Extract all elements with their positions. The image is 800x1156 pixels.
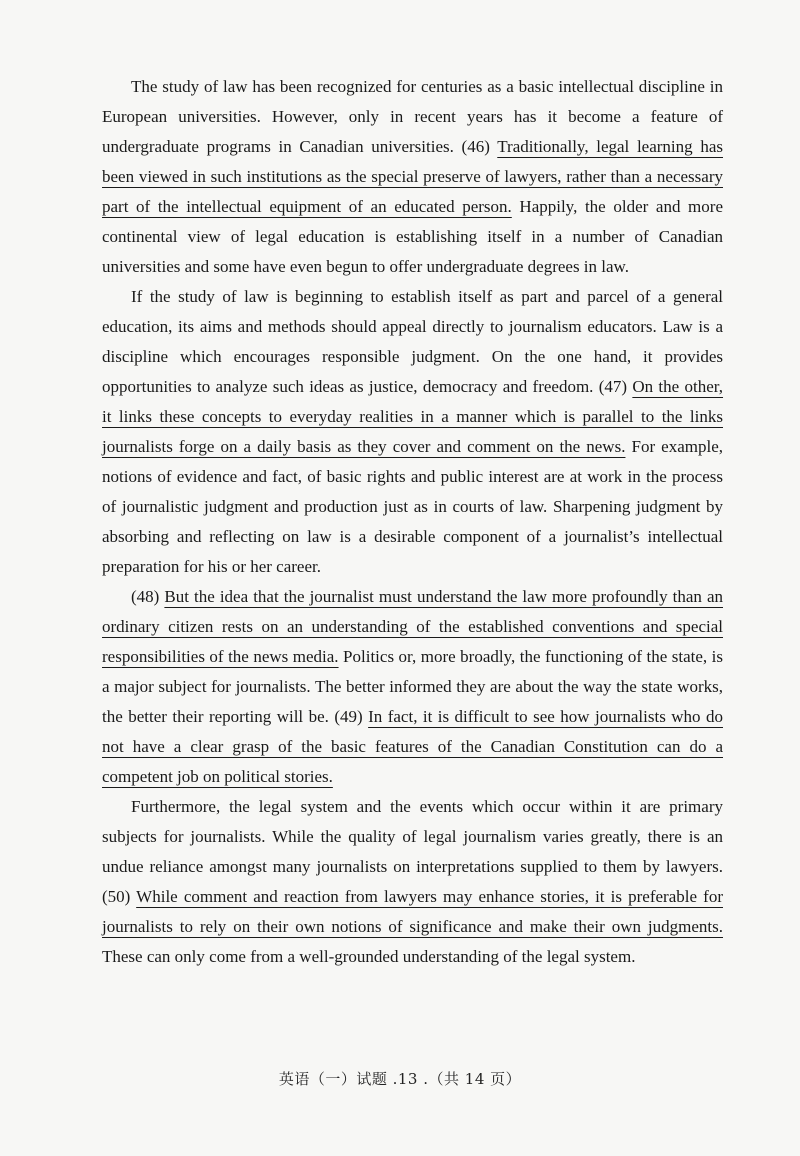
paragraph-2-text: If the study of law is beginning to establish itself as part and parcel of a general education, its aims and methods should appeal directly to journalism educators. Law is a discipline which encourages responsible judgment. On the one hand, it provides opportunities to analyze such ideas as justice, democracy and freedom. (47): [102, 287, 723, 396]
translation-item-47: On the other, it links these concepts to everyday realities in a manner which is parallel to the links journalists forge on a daily basis as they cover and comment on the news.: [102, 377, 724, 456]
translation-item-48: But the idea that the journalist must understand the law more profoundly than an ordinary citizen rests on an understanding of the established conventions and special responsibilities of the news media.: [102, 587, 723, 666]
paragraph-1-text: Happily, the older and more continental view of legal education is establishing itself in a number of Canadian universities and some have even begun to offer undergraduate degrees in law.: [102, 197, 723, 276]
paragraph-2: [102, 282, 723, 582]
paragraph-4: [102, 792, 723, 972]
paragraph-1-text: The study of law has been recognized for centuries as a basic intellectual discipline in European universities. However, only in recent years has it become a feature of undergraduate programs in Canadian universities. (46): [102, 77, 723, 156]
paragraph-4-text: These can only come from a well-grounded understanding of the legal system.: [102, 947, 636, 966]
translation-item-50: While comment and reaction from lawyers may enhance stories, it is preferable for journalists to rely on their own notions of significance and make their own judgments.: [102, 887, 723, 936]
paragraph-3: [102, 582, 723, 792]
translation-item-46: Traditionally, legal learning has been viewed in such institutions as the special preserve of lawyers, rather than a necessary part of the intellectual equipment of an educated person.: [102, 137, 723, 216]
paragraph-3-text: (48): [131, 587, 165, 606]
paragraph-1: [102, 72, 723, 282]
reading-passage: [102, 72, 723, 972]
paragraph-2-text: For example, notions of evidence and fact, of basic rights and public interest are at work in the process of journalistic judgment and production just as in courts of law. Sharpening judgment by absorbing and reflecting on law is a desirable component of a journalist’s intellectual preparation for his or her career.: [102, 437, 724, 576]
paragraph-3-text: Politics or, more broadly, the functioning of the state, is a major subject for journalists. The better informed they are about the way the state works, the better their reporting will be. (49): [102, 647, 724, 726]
paragraph-4-text: Furthermore, the legal system and the events which occur within it are primary subjects for journalists. While the quality of legal journalism varies greatly, there is an undue reliance amongst many journalists on interpretations supplied to them by lawyers. (50): [102, 797, 723, 906]
page-footer: 英语（一）试题 .13 .（共 14 页）: [278, 1070, 522, 1088]
translation-item-49: In fact, it is difficult to see how journalists who do not have a clear grasp of the basic features of the Canadian Constitution can do a competent job on political stories.: [102, 707, 723, 786]
